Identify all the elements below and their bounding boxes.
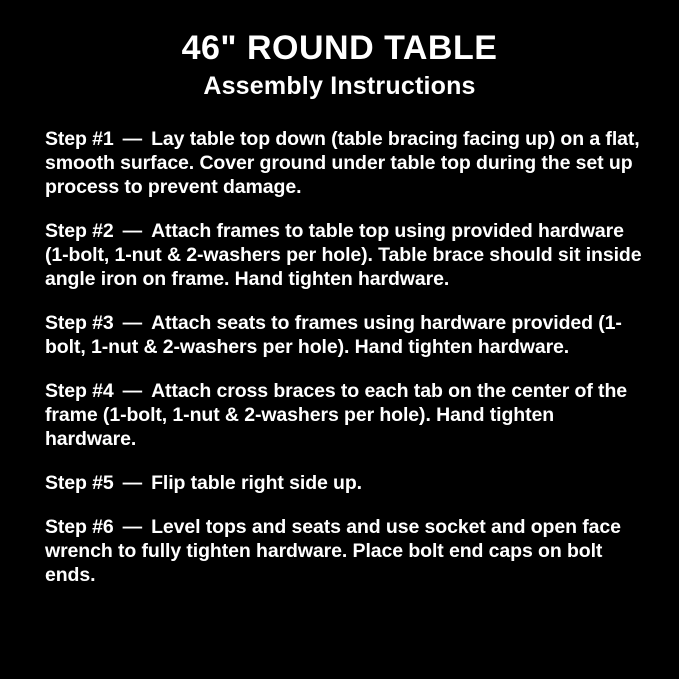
- step-6-dash: —: [122, 515, 143, 538]
- step-4: [45, 379, 649, 451]
- step-4-text: Attach cross braces to each tab on the center of the frame (1-bolt, 1-nut & 2-washers per hole). Hand tighten hardware.: [45, 379, 627, 450]
- step-5: [45, 471, 649, 495]
- step-2-dash: —: [122, 219, 143, 242]
- step-2: [45, 219, 649, 291]
- step-6-label: Step #6: [45, 515, 114, 538]
- step-6: [45, 515, 649, 587]
- step-6-text: Level tops and seats and use socket and open face wrench to fully tighten hardware. Place bolt end caps on bolt ends.: [45, 515, 621, 586]
- step-3-text: Attach seats to frames using hardware provided (1-bolt, 1-nut & 2-washers per hole). Hand tighten hardware.: [45, 311, 622, 358]
- page-title: 46" ROUND TABLE: [181, 29, 498, 67]
- step-3-dash: —: [122, 311, 143, 334]
- poster-header: [0, 30, 679, 101]
- step-3-label: Step #3: [45, 311, 114, 334]
- step-1-label: Step #1: [45, 127, 114, 150]
- steps-list: [45, 127, 649, 587]
- step-5-dash: —: [122, 471, 143, 494]
- step-1: [45, 127, 649, 199]
- step-1-text: Lay table top down (table bracing facing up) on a flat, smooth surface. Cover ground under table top during the set up process to prevent damage.: [45, 127, 640, 198]
- step-5-label: Step #5: [45, 471, 114, 494]
- step-3: [45, 311, 649, 359]
- step-2-text: Attach frames to table top using provided hardware (1-bolt, 1-nut & 2-washers per hole). Table brace should sit inside angle iron on frame. Hand tighten hardware.: [45, 219, 642, 290]
- page-subtitle: Assembly Instructions: [203, 72, 476, 101]
- step-4-dash: —: [122, 379, 143, 402]
- step-2-label: Step #2: [45, 219, 114, 242]
- step-1-dash: —: [122, 127, 143, 150]
- step-5-text: Flip table right side up.: [151, 471, 363, 494]
- step-4-label: Step #4: [45, 379, 114, 402]
